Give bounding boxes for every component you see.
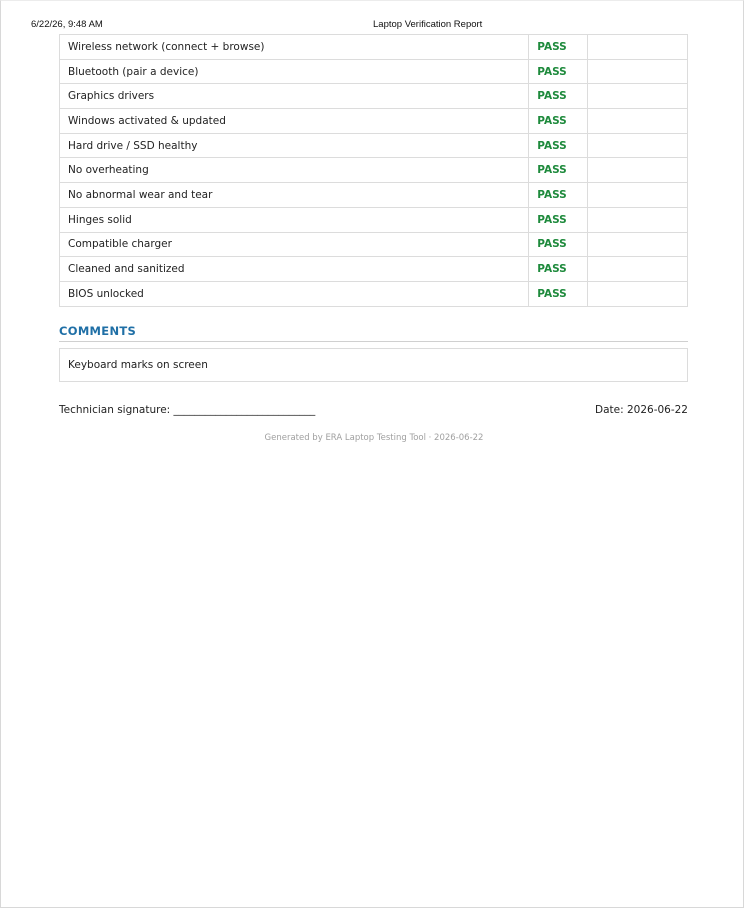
table-row [60, 257, 688, 282]
check-item: Wireless network (connect + browse) [60, 35, 529, 60]
check-result: PASS [529, 133, 588, 158]
check-item: BIOS unlocked [60, 281, 529, 306]
table-row [60, 109, 688, 134]
check-item: Windows activated & updated [60, 109, 529, 134]
check-result: PASS [529, 109, 588, 134]
technician-signature-line: Technician signature: ___________________________ [59, 404, 316, 416]
print-title: Laptop Verification Report [373, 19, 483, 30]
table-row [60, 158, 688, 183]
print-datetime: 6/22/26, 9:48 AM [31, 19, 103, 30]
check-item: Graphics drivers [60, 84, 529, 109]
check-note [588, 207, 688, 232]
table-row [60, 35, 688, 60]
check-item: No abnormal wear and tear [60, 183, 529, 208]
check-note [588, 59, 688, 84]
check-item: Hinges solid [60, 207, 529, 232]
check-result: PASS [529, 257, 588, 282]
check-result: PASS [529, 232, 588, 257]
table-row [60, 59, 688, 84]
check-note [588, 158, 688, 183]
check-item: Compatible charger [60, 232, 529, 257]
checklist-table [59, 34, 688, 307]
comments-divider [59, 341, 688, 342]
check-note [588, 109, 688, 134]
check-result: PASS [529, 183, 588, 208]
check-result: PASS [529, 158, 588, 183]
check-note [588, 257, 688, 282]
check-note [588, 84, 688, 109]
check-result: PASS [529, 35, 588, 60]
table-row [60, 84, 688, 109]
check-note [588, 35, 688, 60]
check-result: PASS [529, 207, 588, 232]
check-item: Hard drive / SSD healthy [60, 133, 529, 158]
check-result: PASS [529, 84, 588, 109]
comments-box: Keyboard marks on screen [59, 348, 688, 382]
table-row [60, 232, 688, 257]
check-item: No overheating [60, 158, 529, 183]
check-note [588, 232, 688, 257]
table-row [60, 133, 688, 158]
print-header [0, 19, 744, 31]
check-result: PASS [529, 281, 588, 306]
generated-by-footer: Generated by ERA Laptop Testing Tool · 2026-06-22 [264, 433, 484, 443]
check-note [588, 133, 688, 158]
table-row [60, 207, 688, 232]
check-item: Bluetooth (pair a device) [60, 59, 529, 84]
comments-heading: COMMENTS [59, 324, 137, 338]
check-item: Cleaned and sanitized [60, 257, 529, 282]
signature-date: Date: 2026-06-22 [595, 404, 688, 416]
table-row [60, 183, 688, 208]
check-note [588, 183, 688, 208]
check-result: PASS [529, 59, 588, 84]
table-row [60, 281, 688, 306]
check-note [588, 281, 688, 306]
